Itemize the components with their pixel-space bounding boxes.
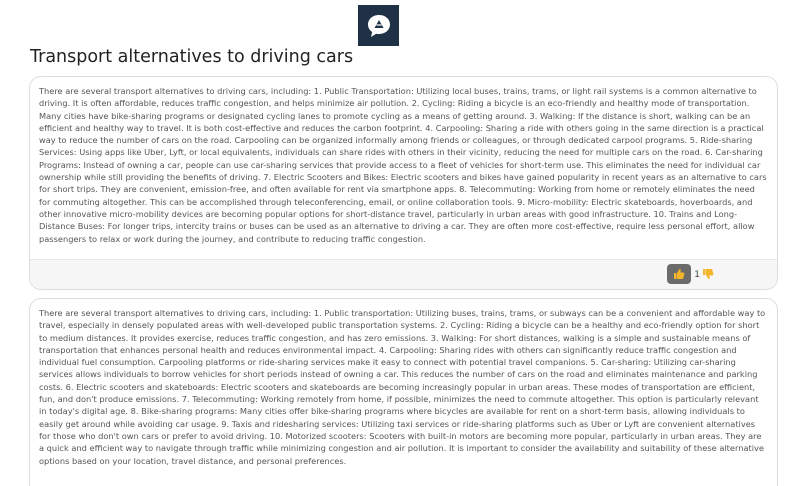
page-title: Transport alternatives to driving cars: [30, 47, 354, 67]
answer-footer: [30, 259, 777, 289]
site-logo[interactable]: [358, 5, 399, 46]
thumbs-up-icon: [673, 268, 685, 280]
upvote-count: 1: [694, 270, 700, 280]
chat-bubble-logo-icon: [366, 13, 392, 39]
answer-text: There are several transport alternatives to driving cars, including: 1. Public transportation: Utilizing buses, trains, trams, or subways can be a convenient and affordable way to travel, especially in densely populated areas with well-developed public transportation systems. 2. Cycling: Riding a bicycle can be a healthy and eco-friendly option for short to medium distances. It provides exercise, reduces traffic congestion, and has zero emissions. 3. Walking: For short distances, walking is a simple and sustainable means of transportation that enhances personal health and reduces environmental impact. 4. Carpooling: Sharing rides with others can significantly reduce traffic congestion and individual fuel consumption. Carpooling platforms or ride-sharing services make it easy to connect with potential travel companions. 5. Car-sharing: Utilizing car-sharing services allows individuals to borrow vehicles for short periods instead of owning a car. This reduces the number of cars on the road and eliminates maintenance and parking costs. 6. Electric scooters and skateboards: Electric scooters and skateboards are becoming increasingly popular in urban areas. These modes of transportation are efficient, fun, and don't produce emissions. 7. Telecommuting: Working remotely from home, if possible, minimizes the need to commute altogether. This option is particularly relevant in today's digital age. 8. Bike-sharing programs: Many cities offer bike-sharing programs where bicycles are available for rent on a short-term basis, allowing individuals to easily get around while avoiding car usage. 9. Taxis and ridesharing services: Utilizing taxi services or ride-sharing platforms such as Uber or Lyft are convenient alternatives for those who don't own cars or prefer to avoid driving. 10. Motorized scooters: Scooters with built-in motors are becoming more popular, particularly in urban areas. They are a quick and efficient way to navigate through traffic while minimizing congestion and air pollution. It is important to consider the availability and suitability of these alternative options based on your location, travel distance, and personal preferences.: [39, 308, 766, 466]
downvote-button[interactable]: [701, 264, 715, 284]
upvote-button[interactable]: [667, 264, 691, 284]
thumbs-down-icon: [702, 268, 714, 280]
answer-card: [29, 298, 778, 486]
answer-card: [29, 76, 778, 290]
answer-text: There are several transport alternatives to driving cars, including: 1. Public Transportation: Utilizing local buses, trains, trams, or light rail systems is a common alternative to driving. It is often affordable, reduces traffic congestion, and helps minimize air pollution. 2. Cycling: Riding a bicycle is an eco-friendly and healthy mode of transportation. Many cities have bike-sharing programs or designated cycling lanes to promote cycling as a means of getting around. 3. Walking: If the distance is short, walking can be an efficient and healthy way to travel. It is both cost-effective and reduces the carbon footprint. 4. Carpooling: Sharing a ride with others going in the same direction is a practical way to reduce the number of cars on the road. Carpooling can be organized informally among friends or colleagues, or through dedicated carpool programs. 5. Ride-sharing Services: Using apps like Uber, Lyft, or local equivalents, individuals can share rides with others in their vicinity, reducing the need for multiple cars on the road. 6. Car-sharing Programs: Instead of owning a car, people can use car-sharing services that provide access to a fleet of vehicles for short-term use. This eliminates the need for individual car ownership while still providing the benefits of driving. 7. Electric Scooters and Bikes: Electric scooters and bikes have gained popularity in recent years as an alternative to cars for short trips. They are convenient, emission-free, and often available for rent via smartphone apps. 8. Telecommuting: Working from home or remotely eliminates the need for commuting altogether. This can be accomplished through teleconferencing, email, or online collaboration tools. 9. Micro-mobility: Electric skateboards, hoverboards, and other innovative micro-mobility devices are becoming popular options for short-distance travel, particularly in urban areas with good infrastructure. 10. Trains and Long-Distance Buses: For longer trips, intercity trains or buses can be used as an alternative to driving a car. They are often more cost-effective, require less personal effort, allow passengers to relax or work during the journey, and contribute to reducing traffic congestion.: [39, 86, 767, 244]
